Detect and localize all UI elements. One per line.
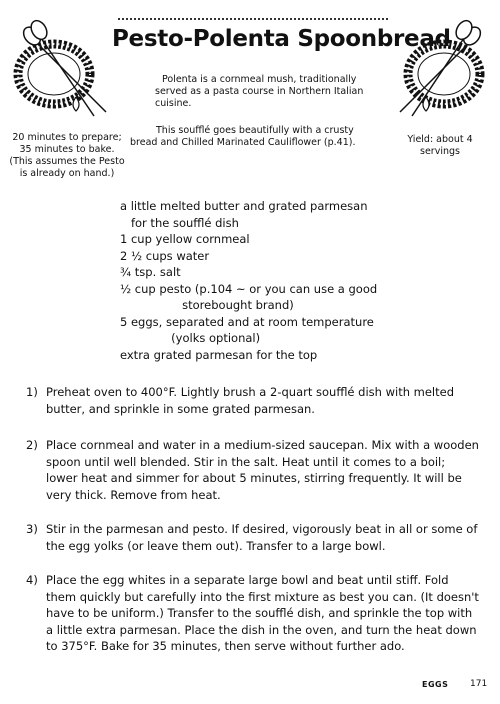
ingredient-item: a little melted butter and grated parmesan xyxy=(120,199,368,213)
step-text: Stir in the parmesan and pesto. If desired, vigorously beat in all or some of the egg yolks (or leave them out). Transfer to a large bowl. xyxy=(46,522,478,553)
wreath-illustration-left xyxy=(6,12,116,122)
ingredient-item: for the soufflé dish xyxy=(120,215,239,230)
section-label: EGGS xyxy=(422,680,449,689)
page-number: 171 xyxy=(470,679,488,689)
yield-note: Yield: about 4 servings xyxy=(407,134,473,157)
ingredient-item: 1 cup yellow cornmeal xyxy=(120,232,250,246)
step-text: Place the egg whites in a separate large bowl and beat until stiff. Fold them quickly but carefully into the first mixture as best you can. (It doesn't have to be uniform.) Transfer to the soufflé dish, and sprinkle the top with a little extra parmesan. Place the dish in the oven, and turn the heat down to 375°F. Bake for 35 minutes, then serve without further ado. xyxy=(46,573,479,653)
prep-time-note: 20 minutes to prepare; 35 minutes to bake. (This assumes the Pesto is already on hand.) xyxy=(9,132,125,179)
title-dotted-rule xyxy=(118,18,388,20)
ingredient-item: extra grated parmesan for the top xyxy=(120,347,318,362)
ingredient-item: 2 ½ cups water xyxy=(120,248,210,263)
step-number: 4) xyxy=(26,573,38,587)
instruction-step xyxy=(26,384,480,417)
intro-serving-suggestion: This soufflé goes beautifully with a crusty bread and Chilled Marinated Cauliflower (p.41). xyxy=(130,125,356,148)
step-text: Preheat oven to 400°F. Lightly brush a 2-quart soufflé dish with melted butter, and sprinkle in some grated parmesan. xyxy=(46,385,455,416)
step-number: 1) xyxy=(26,385,38,399)
ingredient-item: (yolks optional) xyxy=(120,331,261,345)
instruction-steps xyxy=(26,384,480,655)
step-number: 3) xyxy=(26,522,38,536)
recipe-title: Pesto-Polenta Spoonbread xyxy=(112,26,451,52)
ingredient-item: ¾ tsp. salt xyxy=(120,265,181,279)
instruction-step xyxy=(26,521,480,554)
instruction-step xyxy=(26,437,480,503)
intro-polenta: Polenta is a cornmeal mush, traditionally served as a pasta course in Northern Italian cuisine. xyxy=(155,74,364,109)
ingredient-list xyxy=(120,198,420,363)
ingredient-item: 5 eggs, separated and at room temperature xyxy=(120,314,374,329)
ingredient-item: storebought brand) xyxy=(120,298,294,312)
instruction-step xyxy=(26,572,480,655)
step-text: Place cornmeal and water in a medium-sized saucepan. Mix with a wooden spoon until well blended. Stir in the salt. Heat until it comes to a boil; lower heat and simmer for about 5 minutes, stirring frequently. It will be very thick. Remove from heat. xyxy=(46,438,479,502)
ingredient-item: ½ cup pesto (p.104 ~ or you can use a good xyxy=(120,281,378,296)
step-number: 2) xyxy=(26,438,38,452)
wreath-illustration-right xyxy=(392,12,497,122)
